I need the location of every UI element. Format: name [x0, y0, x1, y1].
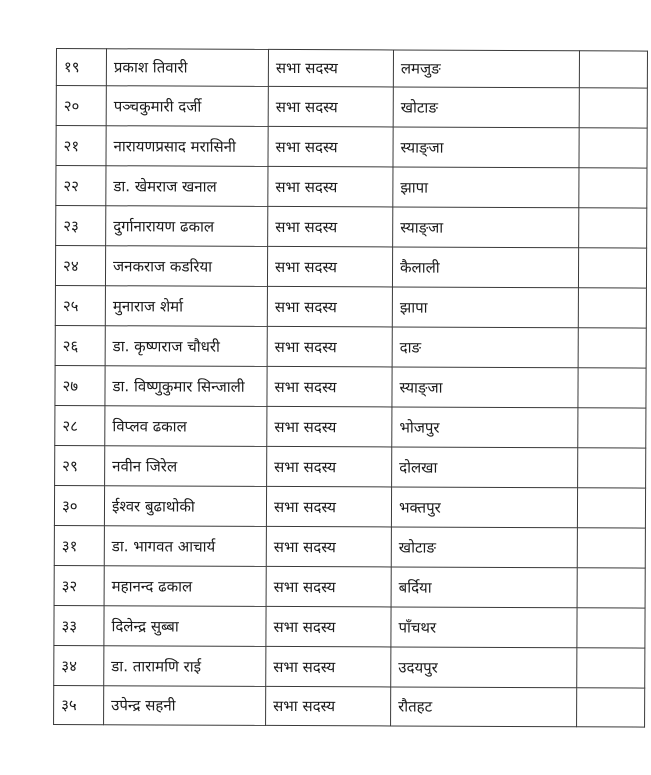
member-district-cell: रौतहट: [391, 687, 577, 727]
member-district-cell: लमजुङ: [393, 50, 579, 88]
member-position-cell: सभा सदस्य: [266, 526, 391, 567]
serial-number-cell: ३०: [54, 485, 104, 525]
table-row: [56, 166, 647, 209]
empty-column-cell: [577, 528, 645, 568]
serial-number-cell: १९: [56, 49, 106, 86]
member-position-cell: सभा सदस्य: [268, 86, 393, 127]
serial-number-cell: ३५: [54, 685, 104, 724]
member-name-cell: पञ्चकुमारी दर्जी: [106, 86, 268, 127]
member-district-cell: स्याङ्जा: [393, 207, 579, 248]
table-row: [55, 365, 646, 408]
member-position-cell: सभा सदस्य: [266, 646, 391, 687]
empty-column-cell: [579, 51, 647, 88]
empty-column-cell: [579, 88, 647, 128]
empty-column-cell: [577, 688, 645, 727]
member-name-cell: नारायणप्रसाद मरासिनी: [106, 126, 268, 167]
member-position-cell: सभा सदस्य: [268, 166, 393, 207]
serial-number-cell: ३२: [54, 565, 104, 605]
member-district-cell: खोटाङ: [393, 87, 579, 128]
member-name-cell: नवीन जिरेल: [105, 446, 267, 487]
table-row: [55, 246, 646, 289]
member-name-cell: डा. खेमराज खनाल: [106, 166, 268, 207]
member-name-cell: ईश्वर बुढाथोकी: [104, 486, 266, 527]
serial-number-cell: २४: [55, 246, 105, 286]
serial-number-cell: २८: [55, 405, 105, 445]
table-row: [56, 206, 647, 249]
serial-number-cell: २१: [56, 126, 106, 166]
table-row: [55, 325, 646, 368]
member-district-cell: बर्दिया: [391, 567, 577, 608]
member-name-cell: डा. विष्णुकुमार सिन्जाली: [105, 366, 267, 407]
table-row: [56, 49, 647, 89]
empty-column-cell: [578, 368, 646, 408]
table-row: [54, 525, 645, 568]
members-table: [53, 48, 648, 728]
member-position-cell: सभा सदस्य: [267, 406, 392, 447]
empty-column-cell: [577, 488, 645, 528]
member-district-cell: झापा: [392, 287, 578, 328]
member-district-cell: स्याङ्जा: [393, 127, 579, 168]
member-name-cell: डा. भागवत आचार्य: [104, 526, 266, 567]
member-name-cell: डा. कृष्णराज चौधरी: [105, 326, 267, 367]
table-row: [56, 86, 647, 129]
member-district-cell: पाँचथर: [391, 607, 577, 648]
member-position-cell: सभा सदस्य: [267, 366, 392, 407]
member-district-cell: दाङ: [392, 327, 578, 368]
empty-column-cell: [579, 168, 647, 208]
member-name-cell: महानन्द ढकाल: [104, 566, 266, 607]
empty-column-cell: [577, 608, 645, 648]
empty-column-cell: [578, 408, 646, 448]
table-row: [54, 565, 645, 608]
serial-number-cell: ३३: [54, 605, 104, 645]
member-position-cell: सभा सदस्य: [266, 486, 391, 527]
empty-column-cell: [577, 568, 645, 608]
serial-number-cell: २७: [55, 365, 105, 405]
member-position-cell: सभा सदस्य: [267, 286, 392, 327]
member-name-cell: जनकराज कडरिया: [105, 246, 267, 287]
table-row: [55, 405, 646, 448]
table-row: [55, 285, 646, 328]
table-row: [56, 126, 647, 169]
member-position-cell: सभा सदस्य: [266, 686, 391, 726]
table-row: [54, 605, 645, 648]
member-position-cell: सभा सदस्य: [267, 246, 392, 287]
member-position-cell: सभा सदस्य: [268, 126, 393, 167]
member-district-cell: कैलाली: [392, 247, 578, 288]
member-position-cell: सभा सदस्य: [266, 566, 391, 607]
member-district-cell: झापा: [393, 167, 579, 208]
empty-column-cell: [578, 288, 646, 328]
serial-number-cell: २५: [55, 285, 105, 325]
table-row: [54, 685, 645, 727]
empty-column-cell: [578, 448, 646, 488]
table-row: [54, 645, 645, 688]
empty-column-cell: [579, 128, 647, 168]
serial-number-cell: २३: [56, 206, 106, 246]
member-position-cell: सभा सदस्य: [268, 206, 393, 247]
member-name-cell: डा. तारामणि राई: [104, 646, 266, 687]
members-table-body: [54, 49, 648, 728]
member-position-cell: सभा सदस्य: [267, 446, 392, 487]
serial-number-cell: २०: [56, 86, 106, 126]
empty-column-cell: [578, 248, 646, 288]
member-name-cell: प्रकाश तिवारी: [106, 49, 268, 87]
table-row: [55, 445, 646, 488]
member-position-cell: सभा सदस्य: [266, 606, 391, 647]
member-position-cell: सभा सदस्य: [268, 49, 393, 87]
member-name-cell: मुनाराज शेर्मा: [105, 286, 267, 327]
serial-number-cell: २२: [56, 166, 106, 206]
table-row: [54, 485, 645, 528]
empty-column-cell: [577, 648, 645, 688]
member-name-cell: उपेन्द्र सहनी: [104, 686, 266, 726]
member-district-cell: दोलखा: [392, 447, 578, 488]
empty-column-cell: [579, 208, 647, 248]
empty-column-cell: [578, 328, 646, 368]
member-district-cell: उदयपुर: [391, 647, 577, 688]
serial-number-cell: २९: [55, 445, 105, 485]
member-district-cell: भोजपुर: [392, 407, 578, 448]
member-position-cell: सभा सदस्य: [267, 326, 392, 367]
member-name-cell: दिलेन्द्र सुब्बा: [104, 606, 266, 647]
serial-number-cell: ३१: [54, 525, 104, 565]
member-district-cell: स्याङ्जा: [392, 367, 578, 408]
member-name-cell: दुर्गानारायण ढकाल: [106, 206, 268, 247]
serial-number-cell: २६: [55, 325, 105, 365]
member-name-cell: विप्लव ढकाल: [105, 406, 267, 447]
member-district-cell: भक्तपुर: [391, 487, 577, 528]
member-district-cell: खोटाङ: [391, 527, 577, 568]
serial-number-cell: ३४: [54, 645, 104, 685]
